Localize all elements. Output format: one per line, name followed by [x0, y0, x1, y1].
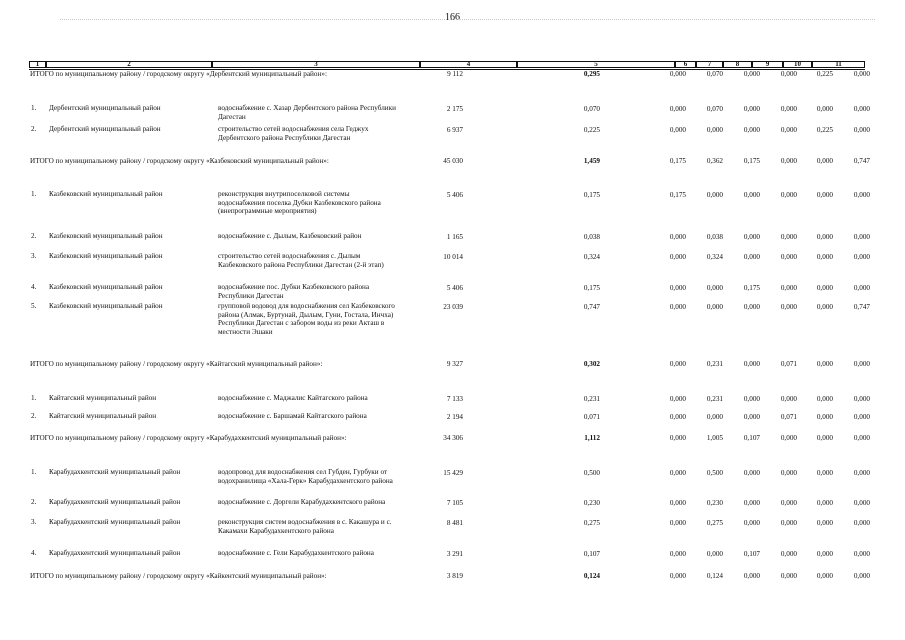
- column-header-2: 2: [46, 61, 212, 68]
- value-c9: 0,000: [780, 469, 797, 477]
- value-c5: 0,070: [583, 105, 600, 113]
- value-c6: 0,000: [669, 253, 686, 261]
- value-c6: 0,000: [669, 550, 686, 558]
- value-c6: 0,000: [669, 572, 686, 580]
- value-c10: 0,000: [816, 105, 833, 113]
- value-c8: 0,000: [743, 191, 760, 199]
- value-c7: 0,038: [706, 233, 723, 241]
- value-c6: 0,000: [669, 284, 686, 292]
- value-c11: 0,000: [853, 105, 870, 113]
- item-district: Казбековский муниципальный район: [49, 252, 163, 260]
- item-district: Кайтагский муниципальный район: [49, 394, 157, 402]
- item-number: 2.: [31, 412, 37, 420]
- value-c5: 0,747: [583, 303, 600, 311]
- item-number: 2.: [31, 232, 37, 240]
- item-number: 4.: [31, 283, 37, 291]
- value-c10: 0,000: [816, 157, 833, 165]
- value-c5: 0,071: [583, 413, 600, 421]
- value-c4: 23 039: [443, 303, 463, 311]
- value-c11: 0,000: [853, 253, 870, 261]
- value-c5: 0,038: [583, 233, 600, 241]
- item-number: 1.: [31, 104, 37, 112]
- item-district: Кайтагский муниципальный район: [49, 412, 157, 420]
- item-name: водопровод для водоснабжения сел Губден, Гурбуки от водохранилища «Хала-Герк» Карабудахкентского района: [218, 468, 393, 485]
- value-c9: 0,071: [780, 360, 797, 368]
- value-c5: 0,231: [583, 395, 600, 403]
- item-name: строительство сетей водоснабжения с. Дылым Казбековского района Республики Дагестан (2-й этап): [218, 252, 384, 269]
- value-c8: 0,000: [743, 499, 760, 507]
- value-c5: 0,175: [583, 191, 600, 199]
- value-c6: 0,000: [669, 395, 686, 403]
- value-c4: 15 429: [443, 469, 463, 477]
- item-district: Дербентский муниципальный район: [49, 125, 161, 133]
- value-c7: 0,275: [706, 519, 723, 527]
- item-name: водоснабжение с. Хазар Дербентского района Республики Дагестан: [218, 104, 396, 121]
- value-c6: 0,000: [669, 105, 686, 113]
- value-c9: 0,000: [780, 284, 797, 292]
- value-c10: 0,000: [816, 469, 833, 477]
- value-c4: 8 481: [446, 519, 463, 527]
- value-c4: 5 406: [446, 284, 463, 292]
- value-c10: 0,000: [816, 191, 833, 199]
- value-c11: 0,000: [853, 284, 870, 292]
- item-number: 1.: [31, 468, 37, 476]
- value-c4: 2 194: [446, 413, 463, 421]
- value-c7: 0,230: [706, 499, 723, 507]
- value-c6: 0,000: [669, 233, 686, 241]
- value-c11: 0,000: [853, 395, 870, 403]
- value-c10: 0,000: [816, 499, 833, 507]
- value-c10: 0,000: [816, 550, 833, 558]
- value-c11: 0,000: [853, 499, 870, 507]
- value-c9: 0,000: [780, 499, 797, 507]
- column-header-11: 11: [812, 61, 865, 68]
- value-c11: 0,000: [853, 434, 870, 442]
- value-c9: 0,000: [780, 253, 797, 261]
- column-header-3: 3: [212, 61, 420, 68]
- value-c11: 0,000: [853, 519, 870, 527]
- item-district: Карабудахкентский муниципальный район: [49, 549, 181, 557]
- value-c10: 0,225: [816, 126, 833, 134]
- item-name: реконструкция внутрипоселковой системы водоснабжения поселка Дубки Казбековского района (внепрограммные мероприятия): [218, 190, 381, 215]
- column-header-4: 4: [420, 61, 517, 68]
- value-c10: 0,225: [816, 70, 833, 78]
- value-c10: 0,000: [816, 395, 833, 403]
- value-c9: 0,000: [780, 519, 797, 527]
- item-district: Карабудахкентский муниципальный район: [49, 468, 181, 476]
- value-c7: 0,000: [706, 284, 723, 292]
- item-district: Казбековский муниципальный район: [49, 283, 163, 291]
- value-c4: 7 105: [446, 499, 463, 507]
- value-c9: 0,000: [780, 233, 797, 241]
- item-number: 5.: [31, 302, 37, 310]
- value-c9: 0,000: [780, 105, 797, 113]
- value-c5: 1,112: [584, 434, 600, 442]
- value-c8: 0,000: [743, 126, 760, 134]
- value-c8: 0,000: [743, 572, 760, 580]
- value-c7: 0,000: [706, 126, 723, 134]
- value-c7: 1,005: [706, 434, 723, 442]
- value-c4: 1 165: [446, 233, 463, 241]
- item-name: водоснабжение с. Доргели Карабудахкентского района: [218, 498, 386, 506]
- value-c9: 0,071: [780, 413, 797, 421]
- value-c7: 0,000: [706, 191, 723, 199]
- value-c9: 0,000: [780, 303, 797, 311]
- item-name: водоснабжение пос. Дубки Казбековского района Республики Дагестан: [218, 283, 370, 300]
- value-c5: 0,275: [583, 519, 600, 527]
- value-c9: 0,000: [780, 395, 797, 403]
- value-c8: 0,000: [743, 253, 760, 261]
- value-c11: 0,000: [853, 126, 870, 134]
- value-c8: 0,000: [743, 70, 760, 78]
- item-number: 3.: [31, 252, 37, 260]
- value-c11: 0,000: [853, 233, 870, 241]
- value-c4: 6 937: [446, 126, 463, 134]
- value-c6: 0,000: [669, 413, 686, 421]
- value-c11: 0,000: [853, 360, 870, 368]
- item-district: Казбековский муниципальный район: [49, 232, 163, 240]
- item-number: 1.: [31, 394, 37, 402]
- value-c7: 0,324: [706, 253, 723, 261]
- total-row-label: ИТОГО по муниципальному району / городскому округу «Казбековский муниципальный район»:: [30, 157, 329, 165]
- value-c9: 0,000: [780, 434, 797, 442]
- value-c9: 0,000: [780, 191, 797, 199]
- total-row-label: ИТОГО по муниципальному району / городскому округу «Карабудахкентский муниципальный район»:: [30, 434, 347, 442]
- value-c5: 0,230: [583, 499, 600, 507]
- value-c8: 0,000: [743, 233, 760, 241]
- value-c11: 0,000: [853, 572, 870, 580]
- value-c6: 0,175: [669, 157, 686, 165]
- total-row-label: ИТОГО по муниципальному району / городскому округу «Дербентский муниципальный район»:: [30, 70, 327, 78]
- value-c4: 9 327: [446, 360, 463, 368]
- scan-artifact-line: [60, 19, 875, 21]
- value-c7: 0,124: [706, 572, 723, 580]
- column-header-6: 6: [675, 61, 696, 68]
- item-district: Казбековский муниципальный район: [49, 302, 163, 310]
- value-c10: 0,000: [816, 413, 833, 421]
- value-c7: 0,070: [706, 105, 723, 113]
- value-c9: 0,000: [780, 572, 797, 580]
- value-c7: 0,000: [706, 550, 723, 558]
- item-name: водоснабжение с. Гели Карабудахкентского района: [218, 549, 374, 557]
- column-header-5: 5: [517, 61, 675, 68]
- value-c4: 10 014: [443, 253, 463, 261]
- value-c7: 0,500: [706, 469, 723, 477]
- item-district: Карабудахкентский муниципальный район: [49, 518, 181, 526]
- value-c11: 0,000: [853, 413, 870, 421]
- item-number: 2.: [31, 498, 37, 506]
- value-c9: 0,000: [780, 157, 797, 165]
- value-c11: 0,747: [853, 157, 870, 165]
- column-header-10: 10: [783, 61, 812, 68]
- value-c11: 0,000: [853, 550, 870, 558]
- value-c5: 0,175: [583, 284, 600, 292]
- value-c6: 0,000: [669, 469, 686, 477]
- value-c6: 0,000: [669, 70, 686, 78]
- value-c11: 0,000: [853, 191, 870, 199]
- value-c6: 0,175: [669, 191, 686, 199]
- value-c8: 0,000: [743, 303, 760, 311]
- item-district: Карабудахкентский муниципальный район: [49, 498, 181, 506]
- value-c5: 0,295: [583, 70, 600, 78]
- item-name: реконструкция систем водоснабжения в с. Какашура и с. Какамахи Карабудахкентского района: [218, 518, 392, 535]
- value-c9: 0,000: [780, 550, 797, 558]
- value-c6: 0,000: [669, 519, 686, 527]
- value-c6: 0,000: [669, 360, 686, 368]
- value-c4: 34 306: [443, 434, 463, 442]
- column-header-7: 7: [696, 61, 723, 68]
- value-c11: 0,000: [853, 469, 870, 477]
- item-name: водоснабжение с. Дылым, Казбековский район: [218, 232, 362, 240]
- value-c8: 0,000: [743, 395, 760, 403]
- item-name: водоснабжение с. Баршамай Кайтагского района: [218, 412, 367, 420]
- item-name: групповой водовод для водоснабжения сел Казбековского района (Алмак, Буртунай, Дылым, Гуни, Гостала, Инчха) Республики Дагестан с забором воды из реки Акташ в местности Эшаки: [218, 302, 395, 336]
- value-c8: 0,000: [743, 360, 760, 368]
- value-c7: 0,070: [706, 70, 723, 78]
- value-c10: 0,000: [816, 519, 833, 527]
- total-row-label: ИТОГО по муниципальному району / городскому округу «Кайкентский муниципальный район»:: [30, 572, 327, 580]
- value-c9: 0,000: [780, 70, 797, 78]
- value-c4: 5 406: [446, 191, 463, 199]
- page-number: 166: [445, 12, 460, 23]
- value-c11: 0,000: [853, 70, 870, 78]
- item-number: 2.: [31, 125, 37, 133]
- value-c5: 0,225: [583, 126, 600, 134]
- value-c10: 0,000: [816, 233, 833, 241]
- value-c6: 0,000: [669, 499, 686, 507]
- value-c7: 0,362: [706, 157, 723, 165]
- item-name: водоснабжение с. Маджалис Кайтагского района: [218, 394, 368, 402]
- item-district: Казбековский муниципальный район: [49, 190, 163, 198]
- item-district: Дербентский муниципальный район: [49, 104, 161, 112]
- value-c5: 0,324: [583, 253, 600, 261]
- value-c10: 0,000: [816, 572, 833, 580]
- item-number: 4.: [31, 549, 37, 557]
- value-c7: 0,000: [706, 303, 723, 311]
- value-c4: 7 133: [446, 395, 463, 403]
- value-c9: 0,000: [780, 126, 797, 134]
- value-c8: 0,000: [743, 469, 760, 477]
- value-c8: 0,175: [743, 157, 760, 165]
- table-rule: [29, 69, 865, 70]
- value-c8: 0,000: [743, 413, 760, 421]
- value-c10: 0,000: [816, 284, 833, 292]
- value-c10: 0,000: [816, 434, 833, 442]
- value-c5: 0,124: [583, 572, 600, 580]
- value-c8: 0,107: [743, 434, 760, 442]
- item-number: 3.: [31, 518, 37, 526]
- value-c4: 3 819: [446, 572, 463, 580]
- value-c10: 0,000: [816, 253, 833, 261]
- value-c5: 0,107: [583, 550, 600, 558]
- value-c4: 45 030: [443, 157, 463, 165]
- value-c6: 0,000: [669, 126, 686, 134]
- value-c6: 0,000: [669, 303, 686, 311]
- value-c4: 9 112: [447, 70, 463, 78]
- value-c5: 0,500: [583, 469, 600, 477]
- value-c6: 0,000: [669, 434, 686, 442]
- column-header-9: 9: [752, 61, 783, 68]
- value-c8: 0,175: [743, 284, 760, 292]
- value-c8: 0,107: [743, 550, 760, 558]
- total-row-label: ИТОГО по муниципальному району / городскому округу «Кайтагский муниципальный район»:: [30, 360, 323, 368]
- value-c7: 0,231: [706, 360, 723, 368]
- value-c8: 0,000: [743, 105, 760, 113]
- value-c8: 0,000: [743, 519, 760, 527]
- value-c7: 0,000: [706, 413, 723, 421]
- value-c4: 2 175: [446, 105, 463, 113]
- value-c11: 0,747: [853, 303, 870, 311]
- item-name: строительство сетей водоснабжения села Геджух Дербентского района Республики Дагестан: [218, 125, 369, 142]
- value-c7: 0,231: [706, 395, 723, 403]
- value-c5: 0,302: [583, 360, 600, 368]
- value-c5: 1,459: [583, 157, 600, 165]
- column-header-1: 1: [29, 61, 46, 68]
- column-header-8: 8: [723, 61, 752, 68]
- value-c4: 3 291: [446, 550, 463, 558]
- value-c10: 0,000: [816, 303, 833, 311]
- value-c10: 0,000: [816, 360, 833, 368]
- item-number: 1.: [31, 190, 37, 198]
